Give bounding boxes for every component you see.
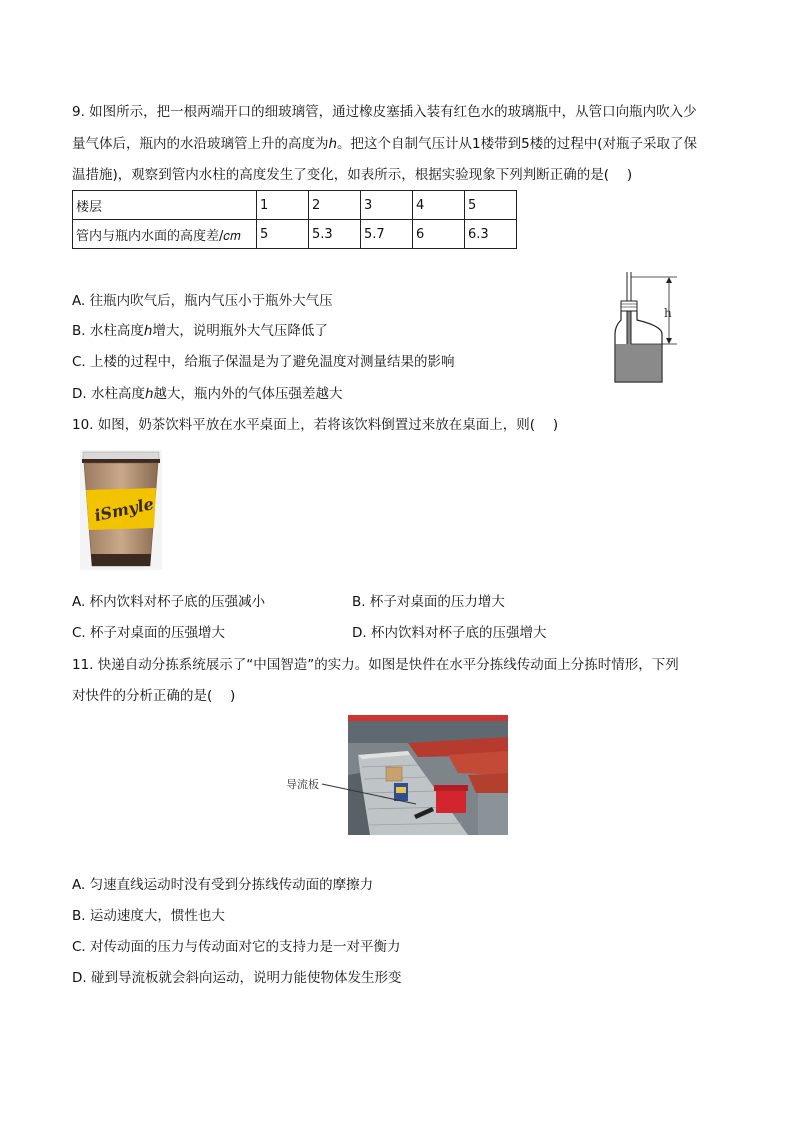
q9-stem-line-3: 温措施)，观察到管内水柱的高度发生了变化，如表所示，根据实验现象下列判断正确的是( ) <box>72 167 633 183</box>
q9-option-c: C. 上楼的过程中，给瓶子保温是为了避免温度对测量结果的影响 <box>72 354 455 370</box>
q11-stem-line-1: 11. 快递自动分拣系统展示了“中国智造”的实力。如图是快件在水平分拣线传动面上分拣时情形，下列 <box>72 657 679 673</box>
q10-stem: 10. 如图，奶茶饮料平放在水平桌面上，若将该饮料倒置过来放在桌面上，则( ) <box>72 417 559 433</box>
q9-option-a: A. 往瓶内吹气后，瓶内气压小于瓶外大气压 <box>72 293 333 309</box>
table-row <box>73 220 517 249</box>
q9-option-d: D. 水柱高度ℎ越大，瓶内外的气体压强差越大 <box>72 386 343 402</box>
table-cell: 5.3 <box>309 220 361 249</box>
table-header-cell: 2 <box>309 191 361 220</box>
q9-stem-line-2: 量气体后，瓶内的水沿玻璃管上升的高度为ℎ。把这个自制气压计从1楼带到5楼的过程中(对瓶子采取了保 <box>72 136 697 152</box>
q11-stem-line-2: 对快件的分析正确的是( ) <box>72 688 236 704</box>
q9-stem-line-1: 9. 如图所示，把一根两端开口的细玻璃管，通过橡皮塞插入装有红色水的玻璃瓶中，从管口向瓶内吹入少 <box>72 104 697 120</box>
cup-brand-text: iSmyle <box>92 494 156 526</box>
table-header-cell: 楼层 <box>73 191 257 220</box>
table-cell: 6.3 <box>465 220 517 249</box>
table-header-cell: 1 <box>257 191 309 220</box>
q11-option-a: A. 匀速直线运动时没有受到分拣线传动面的摩擦力 <box>72 877 374 893</box>
diverter-pointer-line <box>320 780 420 810</box>
milk-tea-cup-photo <box>80 450 162 570</box>
bottle-barometer-figure <box>605 268 695 388</box>
height-label: h <box>664 306 672 320</box>
q10-option-c: C. 杯子对桌面的压强增大 <box>72 625 226 641</box>
q9-data-table <box>72 190 517 249</box>
table-row-label: 管内与瓶内水面的高度差/𝑐𝑚 <box>73 220 257 249</box>
table-header-cell: 5 <box>465 191 517 220</box>
table-cell: 6 <box>413 220 465 249</box>
diverter-label: 导流板 <box>286 778 319 791</box>
q10-option-a: A. 杯内饮料对杯子底的压强减小 <box>72 594 266 610</box>
sorting-line-photo <box>348 715 508 835</box>
table-header-cell: 4 <box>413 191 465 220</box>
q11-option-b: B. 运动速度大，惯性也大 <box>72 908 225 924</box>
q10-option-b: B. 杯子对桌面的压力增大 <box>352 594 505 610</box>
table-cell: 5.7 <box>361 220 413 249</box>
q10-option-d: D. 杯内饮料对杯子底的压强增大 <box>352 625 547 641</box>
q11-option-d: D. 碰到导流板就会斜向运动，说明力能使物体发生形变 <box>72 970 402 986</box>
table-row <box>73 191 517 220</box>
table-cell: 5 <box>257 220 309 249</box>
q9-option-b: B. 水柱高度ℎ增大，说明瓶外大气压降低了 <box>72 323 328 339</box>
q11-option-c: C. 对传动面的压力与传动面对它的支持力是一对平衡力 <box>72 939 401 955</box>
table-header-cell: 3 <box>361 191 413 220</box>
